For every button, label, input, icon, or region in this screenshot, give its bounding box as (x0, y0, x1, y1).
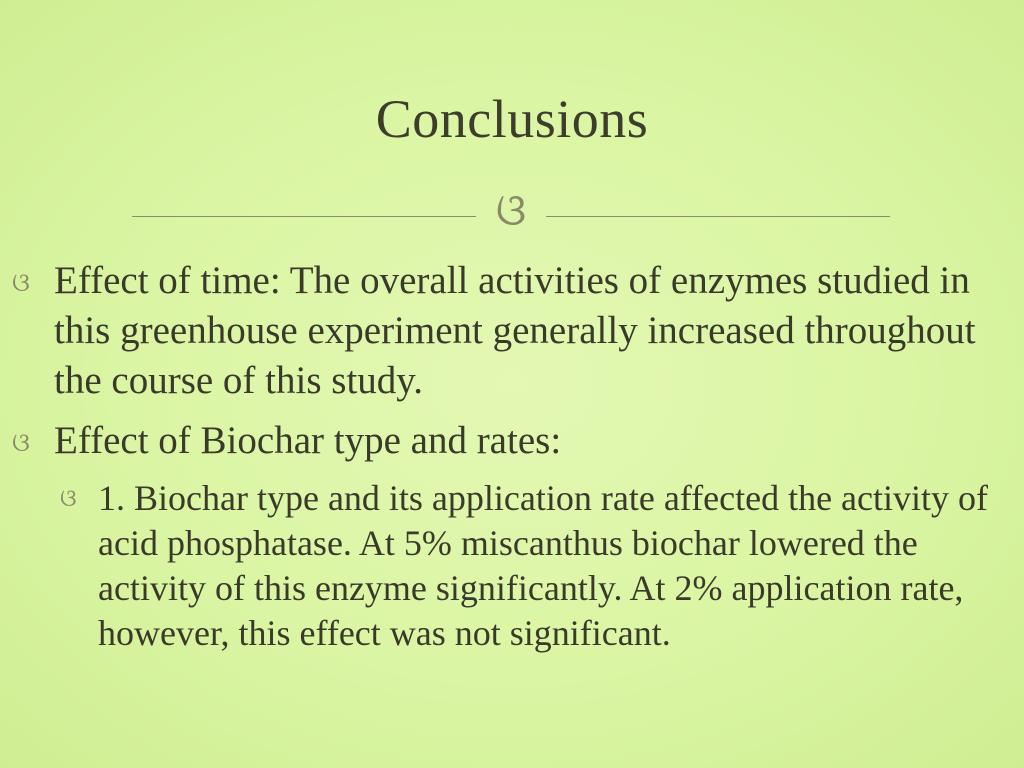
bullet-effect-of-time (0, 256, 1014, 406)
sub-bullet-acid-phosphatase (0, 476, 998, 656)
slide-title: Conclusions (375, 89, 649, 149)
divider-line-left (132, 216, 476, 217)
title-divider (132, 185, 890, 236)
bullet-effect-of-biochar (0, 416, 1014, 466)
bullet-text: Effect of Biochar type and rates: (54, 419, 562, 462)
ornament-icon: ଓ (495, 185, 527, 236)
bullet-text: Effect of time: The overall activities of enzymes studied in this greenhouse experiment generally increased throughout the course of this study. (54, 259, 976, 402)
bullet-marker-icon: ଓ (12, 268, 30, 298)
bullet-marker-icon: ଓ (12, 428, 30, 458)
sub-bullet-marker-icon: ଓ (60, 484, 77, 512)
slide-content (0, 256, 1024, 656)
sub-bullet-text: 1. Biochar type and its application rate affected the activity of acid phosphatase. At 5% miscanthus biochar lowered the activity of this enzyme significantly. At 2% application rate, however, this effect was not significant. (98, 478, 988, 653)
divider-line-right (546, 216, 890, 217)
